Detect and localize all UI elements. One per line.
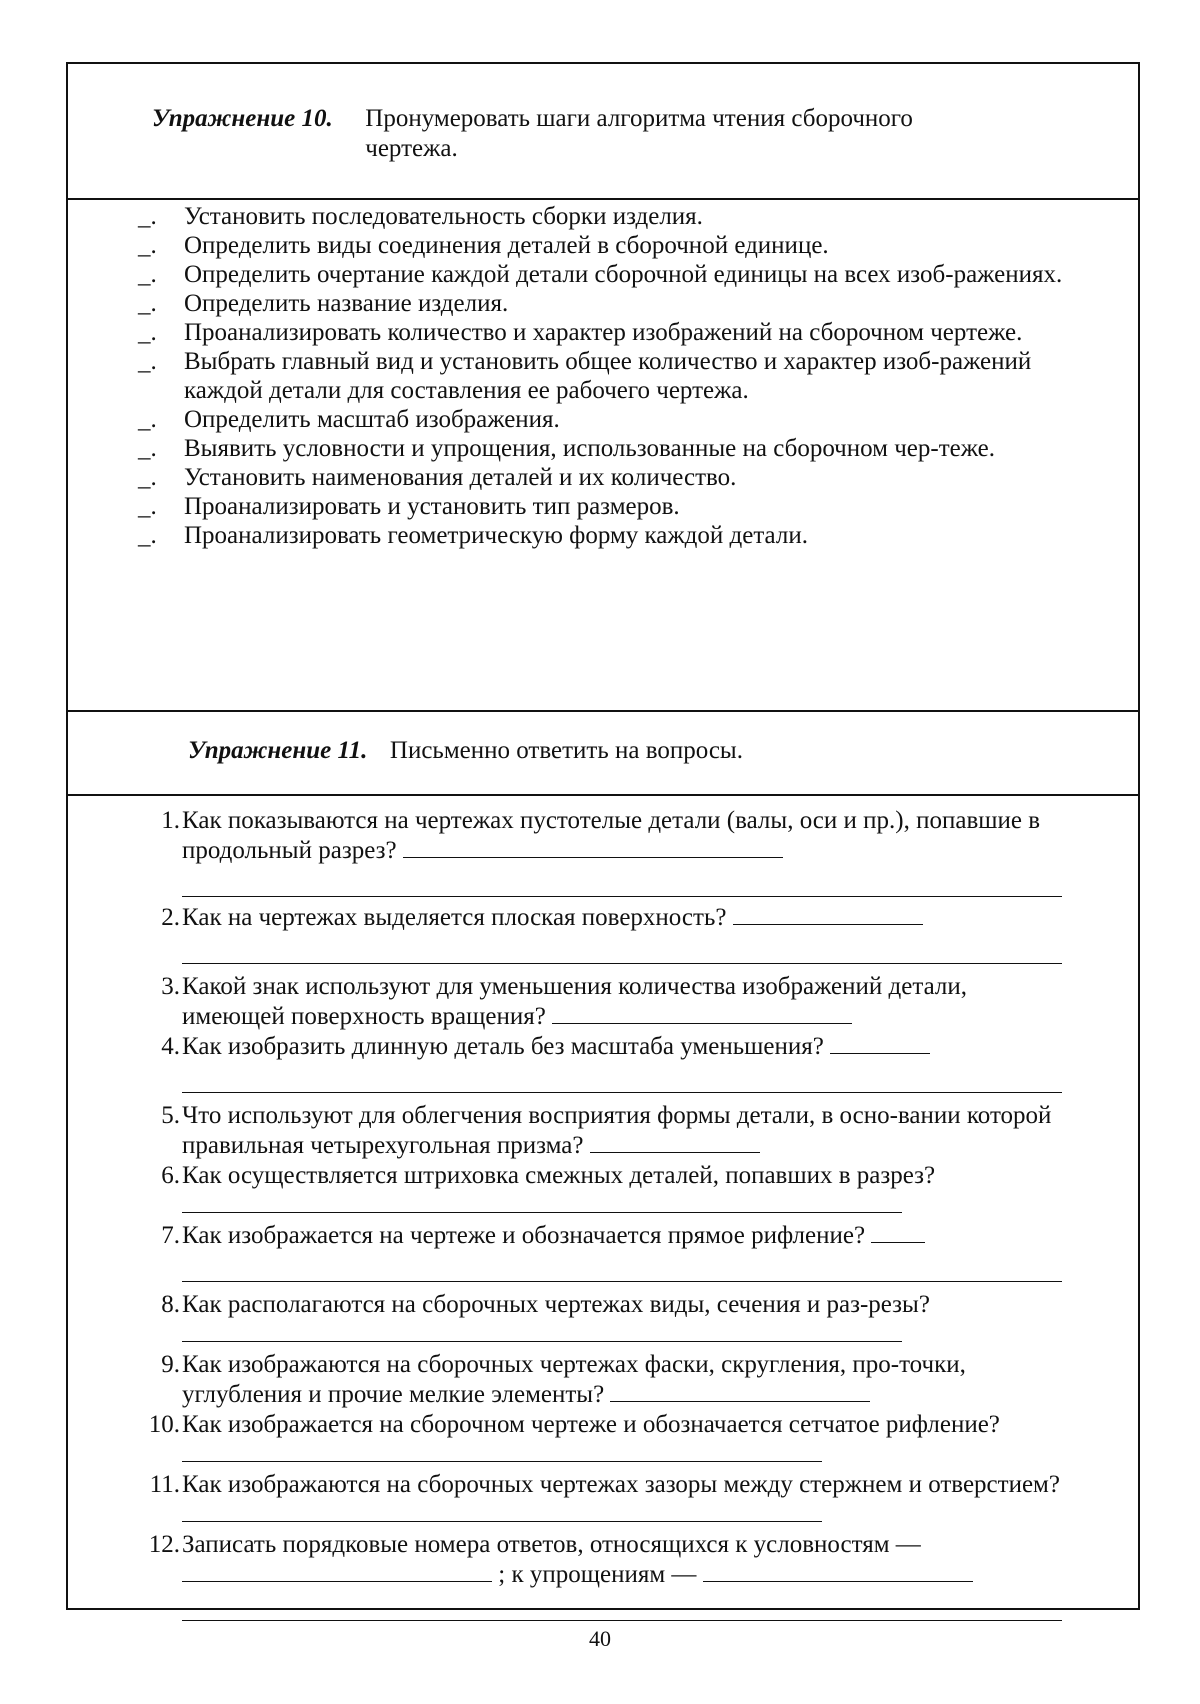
step-text: Проанализировать и установить тип размеров. <box>184 493 680 520</box>
section-divider <box>68 198 1138 200</box>
exercise-11-label: Упражнение 11. <box>188 737 368 764</box>
question-text: Как на чертежах выделяется плоская поверхность? <box>182 904 727 931</box>
question-text: Как изображаются на сборочных чертежах фаски, скругления, про-точки, углубления и прочие мелкие элементы? <box>182 1351 966 1408</box>
list-item <box>146 903 1136 964</box>
step-text: Определить очертание каждой детали сборочной единицы на всех изоб-ражениях. <box>184 261 1063 288</box>
answer-field[interactable] <box>182 1321 902 1342</box>
answer-field[interactable] <box>182 1192 902 1213</box>
list-item <box>146 972 1136 1032</box>
answer-field[interactable] <box>182 866 1062 897</box>
list-item <box>138 318 1098 347</box>
list-item <box>146 1530 1136 1621</box>
list-item <box>146 1221 1136 1282</box>
question-number: 7. <box>161 1222 180 1249</box>
question-text: Как изображаются на сборочных чертежах зазоры между стержнем и отверстием? <box>182 1471 1060 1498</box>
answer-field[interactable] <box>182 1590 1062 1621</box>
answer-field[interactable] <box>830 1033 930 1054</box>
list-item <box>146 1101 1136 1161</box>
answer-field[interactable] <box>552 1003 852 1024</box>
exercise-10-heading <box>152 104 913 164</box>
question-text: Как показываются на чертежах пустотелые детали (валы, оси и пр.), попавшие в продольный разрез? <box>182 807 1041 864</box>
step-number-blank[interactable]: _. <box>138 348 157 375</box>
step-text: Установить последовательность сборки изделия. <box>184 203 703 230</box>
answer-field[interactable] <box>871 1222 925 1243</box>
exercise-11-task: Письменно ответить на вопросы. <box>389 737 743 764</box>
step-text: Выявить условности и упрощения, использованные на сборочном чер-теже. <box>184 435 996 462</box>
question-number: 6. <box>161 1162 180 1189</box>
answer-field[interactable] <box>703 1561 973 1582</box>
question-text: Как изображается на сборочном чертеже и обозначается сетчатое рифление? <box>182 1411 1000 1438</box>
step-number-blank[interactable]: _. <box>138 435 157 462</box>
step-text: Проанализировать геометрическую форму каждой детали. <box>184 522 808 549</box>
list-item <box>146 1161 1136 1221</box>
question-text: Как изобразить длинную деталь без масштаба уменьшения? <box>182 1033 824 1060</box>
question-number: 2. <box>161 904 180 931</box>
question-text: Как располагаются на сборочных чертежах виды, сечения и раз-резы? <box>182 1291 930 1318</box>
question-12-middle-text: ; к упрощениям — <box>498 1561 697 1588</box>
step-text: Определить масштаб изображения. <box>184 406 560 433</box>
page-number: 40 <box>589 1626 611 1651</box>
list-item <box>138 492 1098 521</box>
step-number-blank[interactable]: _. <box>138 406 157 433</box>
list-item <box>138 289 1098 318</box>
answer-field[interactable] <box>182 1441 822 1462</box>
exercise-10-task-line1: Пронумеровать шаги алгоритма чтения сборочного <box>365 105 913 132</box>
list-item <box>146 1350 1136 1410</box>
list-item <box>146 806 1136 897</box>
exercise-10-task <box>365 104 913 164</box>
list-item <box>138 463 1098 492</box>
exercise-10-task-line2: чертежа. <box>365 135 458 162</box>
answer-field[interactable] <box>182 1501 822 1522</box>
question-text: Записать порядковые номера ответов, относящихся к условностям — <box>182 1531 921 1558</box>
answer-field[interactable] <box>182 1561 492 1582</box>
list-item <box>138 231 1098 260</box>
step-number-blank[interactable]: _. <box>138 203 157 230</box>
list-item <box>138 347 1098 405</box>
list-item <box>146 1290 1136 1350</box>
question-number: 9. <box>161 1351 180 1378</box>
step-number-blank[interactable]: _. <box>138 522 157 549</box>
answer-field[interactable] <box>182 1062 1062 1093</box>
question-text: Как осуществляется штриховка смежных деталей, попавших в разрез? <box>182 1162 936 1189</box>
list-item <box>146 1470 1136 1530</box>
section-divider <box>68 710 1138 712</box>
answer-field[interactable] <box>182 933 1062 964</box>
question-number: 11. <box>149 1471 180 1498</box>
algorithm-steps-list <box>138 202 1098 550</box>
answer-field[interactable] <box>403 837 783 858</box>
exercise-10-label: Упражнение 10. <box>152 105 333 132</box>
question-number: 8. <box>161 1291 180 1318</box>
step-number-blank[interactable]: _. <box>138 464 157 491</box>
answer-field[interactable] <box>733 904 923 925</box>
question-text: Какой знак используют для уменьшения количества изображений детали, имеющей поверхность вращения? <box>182 973 967 1030</box>
worksheet-frame <box>66 62 1140 1610</box>
step-number-blank[interactable]: _. <box>138 261 157 288</box>
list-item <box>138 434 1098 463</box>
questions-list <box>146 806 1136 1621</box>
step-number-blank[interactable]: _. <box>138 493 157 520</box>
list-item <box>138 521 1098 550</box>
question-number: 3. <box>161 973 180 1000</box>
list-item <box>146 1410 1136 1470</box>
step-text: Определить название изделия. <box>184 290 509 317</box>
question-text: Как изображается на чертеже и обозначается прямое рифление? <box>182 1222 866 1249</box>
question-number: 4. <box>161 1033 180 1060</box>
step-number-blank[interactable]: _. <box>138 232 157 259</box>
question-number: 12. <box>148 1531 180 1558</box>
step-number-blank[interactable]: _. <box>138 290 157 317</box>
exercise-11-heading <box>188 736 743 766</box>
step-text: Определить виды соединения деталей в сборочной единице. <box>184 232 829 259</box>
question-number: 5. <box>161 1102 180 1129</box>
question-text: Что используют для облегчения восприятия формы детали, в осно-вании которой правильная четырехугольная призма? <box>182 1102 1052 1159</box>
step-number-blank[interactable]: _. <box>138 319 157 346</box>
list-item <box>138 405 1098 434</box>
question-number: 1. <box>161 807 180 834</box>
list-item <box>138 260 1098 289</box>
answer-field[interactable] <box>590 1132 760 1153</box>
question-number: 10. <box>148 1411 180 1438</box>
list-item <box>138 202 1098 231</box>
section-divider <box>68 794 1138 796</box>
step-text: Выбрать главный вид и установить общее количество и характер изоб-ражений каждой детали для составления ее рабочего чертежа. <box>184 348 1032 404</box>
list-item <box>146 1032 1136 1093</box>
step-text: Установить наименования деталей и их количество. <box>184 464 737 491</box>
answer-field[interactable] <box>610 1381 870 1402</box>
step-text: Проанализировать количество и характер изображений на сборочном чертеже. <box>184 319 1023 346</box>
answer-field[interactable] <box>182 1251 1062 1282</box>
